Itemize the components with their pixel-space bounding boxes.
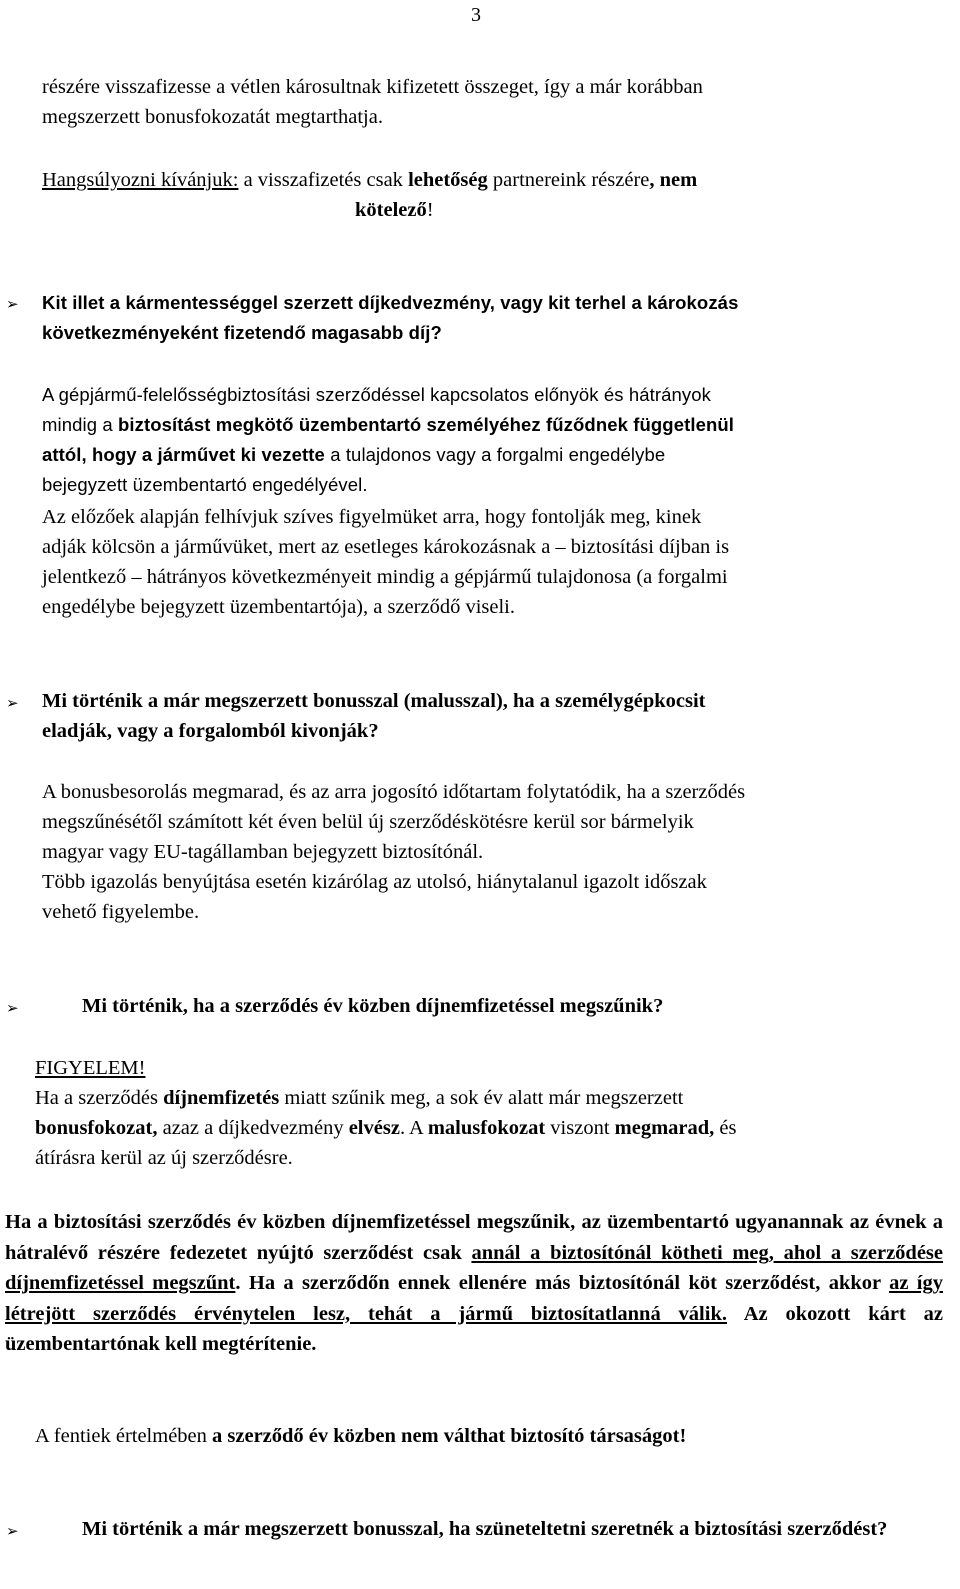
question-heading: Mi történik a már megszerzett bonusszal, ha szüneteltetni szeretnék a biztosítási szerződést? [82, 1518, 888, 1540]
paragraph-termination-rule [5, 1207, 943, 1360]
bold-span: lehetőség [408, 169, 488, 191]
bullet-arrow-icon: ➢ [6, 694, 19, 712]
text-line: vehető figyelembe. [42, 901, 200, 923]
bullet-arrow-icon: ➢ [6, 1522, 19, 1540]
text-line: megszerzett bonusfokozatát megtarthatja. [42, 106, 383, 128]
text-span: . A [399, 1117, 428, 1139]
text-line: adják kölcsön a járművüket, mert az esetleges károkozásnak a – biztosítási díjban is [42, 536, 730, 558]
text-span: mindig a [42, 414, 118, 435]
emphasis-lead: Hangsúlyozni kívánjuk: [42, 169, 239, 191]
text-span: a tulajdonos vagy a forgalmi engedélybe [324, 444, 666, 465]
text-span: partnereink részére [487, 169, 650, 191]
question-heading [42, 686, 922, 746]
bold-span: malusfokozat [427, 1117, 546, 1139]
bold-span: biztosítást megkötő üzembentartó személyéhez fűződnek függetlenül [117, 414, 735, 435]
text-span: Az okozott kárt az üzembentartónak kell megtérítenie. [5, 1302, 943, 1355]
text-line: következményeként fizetendő magasabb díj? [42, 322, 442, 343]
text-line: jelentkező – hátrányos következményeit mindig a gépjármű tulajdonosa (a forgalmi [42, 566, 728, 588]
text-line: Mi történik a már megszerzett bonusszal (malusszal), ha a személygépkocsit [42, 690, 706, 712]
bold-span: a szerződő év közben nem válthat biztosító társaságot! [212, 1425, 687, 1447]
paragraph-bonus-retained [42, 777, 922, 927]
paragraph-emphasis [42, 165, 922, 225]
text-line: részére visszafizesse a vétlen károsultnak kifizetett összeget, így a már korábban [42, 76, 703, 98]
text-span: viszont [545, 1117, 615, 1139]
page-number: 3 [471, 4, 481, 26]
text-span: Ha a biztosítási szerződés év közben díjnemfizetéssel megszűnik, az üzembentartó ugyanannak az évnek a hátralévő részére fedezetet nyújtó szerződést csak [5, 1211, 943, 1264]
underlined-span: annál a biztosítónál kötheti meg, ahol a szerződése díjnemfizetéssel megszűnt [5, 1241, 943, 1294]
paragraph-warning [35, 1053, 935, 1173]
text-span: . Ha a szerződőn ennek ellenére más biztosítónál köt szerződést, akkor [235, 1272, 890, 1294]
text-span: Ha a szerződés [35, 1087, 164, 1109]
text-span: miatt szűnik meg, a sok év alatt már megszerzett [279, 1087, 684, 1109]
bold-span: díjnemfizetés [163, 1087, 280, 1109]
text-line: Az előzőek alapján felhívjuk szíves figyelmüket arra, hogy fontolják meg, kinek [42, 506, 702, 528]
text-line: megszűnésétől számított két éven belül új szerződéskötésre kerül sor bármelyik [42, 811, 694, 833]
question-heading: Mi történik, ha a szerződés év közben díjnemfizetéssel megszűnik? [82, 995, 664, 1017]
text-span: ! [426, 199, 434, 221]
text-line: magyar vagy EU-tagállamban bejegyzett biztosítónál. [42, 841, 484, 863]
text-line: Kit illet a kármentességgel szerzett díjkedvezmény, vagy kit terhel a károkozás [42, 292, 739, 313]
text-line: Több igazolás benyújtása esetén kizárólag az utolsó, hiánytalanul igazolt időszak [42, 871, 707, 893]
text-span: és [714, 1117, 737, 1139]
bold-span: kötelező [355, 199, 427, 221]
text-span: A fentiek értelmében [35, 1425, 213, 1447]
text-line: engedélybe bejegyzett üzembentartója), a szerződő viseli. [42, 596, 515, 618]
warning-title: FIGYELEM! [35, 1057, 146, 1079]
bold-span: attól, hogy a járművet ki vezette [42, 444, 325, 465]
text-line: A gépjármű-felelősségbiztosítási szerződéssel kapcsolatos előnyök és hátrányok [42, 384, 712, 405]
underlined-span: az így létrejött szerződés érvénytelen lesz, tehát a jármű biztosítatlanná válik. [5, 1272, 943, 1325]
paragraph-liability [42, 380, 922, 500]
text-line: eladják, vagy a forgalomból kivonják? [42, 720, 379, 742]
paragraph-lending [42, 502, 922, 622]
bold-span: elvész [348, 1117, 400, 1139]
text-line: A bonusbesorolás megmarad, és az arra jogosító időtartam folytatódik, ha a szerződés [42, 781, 746, 803]
text-span: a visszafizetés csak [238, 169, 409, 191]
paragraph-refund [42, 72, 922, 132]
bold-span: megmarad, [614, 1117, 715, 1139]
question-heading [42, 288, 922, 348]
bullet-arrow-icon: ➢ [6, 295, 19, 313]
text-line: bejegyzett üzembentartó engedélyével. [42, 474, 368, 495]
bold-span: bonusfokozat, [35, 1117, 158, 1139]
bold-span: , nem [649, 169, 698, 191]
text-span: azaz a díjkedvezmény [157, 1117, 349, 1139]
text-line: átírásra kerül az új szerződésre. [35, 1147, 293, 1169]
paragraph-conclusion [35, 1421, 935, 1451]
bullet-arrow-icon: ➢ [6, 999, 19, 1017]
